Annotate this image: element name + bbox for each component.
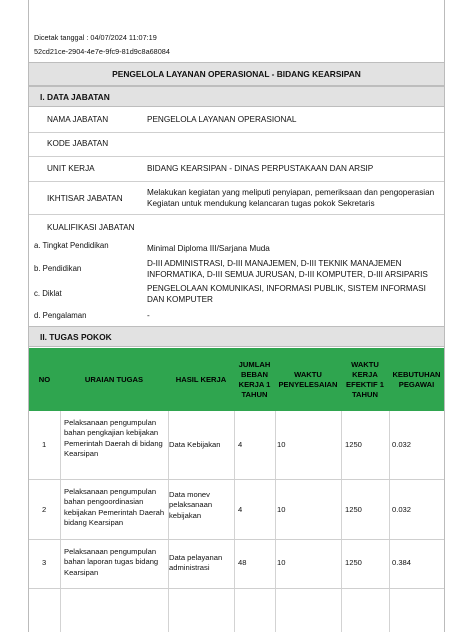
column-divider	[234, 411, 235, 632]
row-2-jumlah: 4	[238, 505, 243, 514]
col-header-waktu: WAKTU PENYELESAIAN	[278, 369, 338, 389]
tingkat-pendidikan-value: Minimal Diploma III/Sarjana Muda	[147, 244, 270, 253]
divider	[29, 181, 444, 182]
row-1-hasil: Data Kebijakan	[169, 440, 221, 449]
row-3-kebutuhan: 0.384	[392, 558, 412, 567]
diklat-label: c. Diklat	[34, 289, 62, 298]
col-header-efektif: WAKTU KERJA EFEKTIF 1 TAHUN	[346, 359, 384, 399]
diklat-value: PENGELOLAAN KOMUNIKASI, INFORMASI PUBLIK, SISTEM INFORMASI DAN KOMPUTER	[147, 284, 426, 304]
kualifikasi-jabatan-label: KUALIFIKASI JABATAN	[47, 223, 135, 232]
column-divider	[60, 411, 61, 632]
row-1-no: 1	[42, 440, 47, 449]
row-3-no: 3	[42, 558, 47, 567]
row-divider	[29, 539, 444, 540]
row-1-kebutuhan: 0.032	[392, 440, 412, 449]
tingkat-pendidikan-label: a. Tingkat Pendidikan	[34, 241, 109, 250]
row-2-uraian: Pelaksanaan pengumpulan bahan pengoordinasian kebijakan Pemerintah Daerah bidang Kearsipan	[64, 487, 165, 528]
document-title: PENGELOLA LAYANAN OPERASIONAL - BIDANG KEARSIPAN	[29, 62, 444, 86]
unit-kerja-value: BIDANG KEARSIPAN - DINAS PERPUSTAKAAN DAN ARSIP	[147, 164, 374, 173]
column-divider	[389, 411, 390, 632]
column-divider	[275, 411, 276, 632]
row-3-hasil: Data pelayanan administrasi	[169, 553, 223, 573]
pendidikan-value: D-III ADMINISTRASI, D-III MANAJEMEN, D-III TEKNIK MANAJEMEN INFORMATIKA, D-III SEMUA JURUSAN, D-III KOMPUTER, D-III ARSIPARIS	[147, 259, 428, 279]
row-3-jumlah: 48	[238, 558, 247, 567]
row-2-waktu: 10	[277, 505, 286, 514]
row-2-hasil: Data monev pelaksanaan kebijakan	[169, 490, 213, 520]
row-3-uraian: Pelaksanaan pengumpulan bahan laporan tugas bidang Kearsipan	[64, 547, 159, 577]
col-header-jumlah: JUMLAH BEBAN KERJA 1 TAHUN	[238, 359, 271, 399]
section-data-jabatan-heading: I. DATA JABATAN	[29, 86, 444, 107]
row-1-efektif: 1250	[345, 440, 362, 449]
divider	[29, 132, 444, 133]
row-1-uraian: Pelaksanaan pengumpulan bahan pengkajian kebijakan Pemerintah Daerah di bidang Kearsipan	[64, 418, 163, 459]
ikhtisar-jabatan-label: IKHTISAR JABATAN	[47, 194, 123, 203]
column-divider	[341, 411, 342, 632]
row-3-waktu: 10	[277, 558, 286, 567]
col-header-no: NO	[38, 374, 51, 384]
pengalaman-value: -	[147, 311, 150, 320]
row-1-jumlah: 4	[238, 440, 243, 449]
row-3-efektif: 1250	[345, 558, 362, 567]
divider	[29, 156, 444, 157]
document-id: 52cd21ce-2904-4e7e-9fc9-81d9c8a68084	[34, 47, 170, 56]
nama-jabatan-label: NAMA JABATAN	[47, 115, 109, 124]
unit-kerja-label: UNIT KERJA	[47, 164, 95, 173]
row-1-waktu: 10	[277, 440, 286, 449]
col-header-uraian: URAIAN TUGAS	[84, 374, 144, 384]
print-date: Dicetak tanggal : 04/07/2024 11:07:19	[34, 33, 157, 42]
row-divider	[29, 588, 444, 589]
pengalaman-label: d. Pengalaman	[34, 311, 87, 320]
row-2-no: 2	[42, 505, 47, 514]
col-header-hasil: HASIL KERJA	[175, 374, 227, 384]
divider	[29, 214, 444, 215]
section-tugas-pokok-heading: II. TUGAS POKOK	[29, 326, 444, 347]
col-header-kebutuhan: KEBUTUHAN PEGAWAI	[392, 369, 441, 389]
pendidikan-label: b. Pendidikan	[34, 264, 82, 273]
row-divider	[29, 479, 444, 480]
row-2-efektif: 1250	[345, 505, 362, 514]
ikhtisar-jabatan-value: Melakukan kegiatan yang meliputi penyiapan, pemeriksaan dan pengoperasian Kegiatan untuk mendukung kelancaran tugas pokok Sekretaris	[147, 188, 435, 208]
kode-jabatan-label: KODE JABATAN	[47, 139, 109, 148]
row-2-kebutuhan: 0.032	[392, 505, 412, 514]
nama-jabatan-value: PENGELOLA LAYANAN OPERASIONAL	[147, 115, 297, 124]
